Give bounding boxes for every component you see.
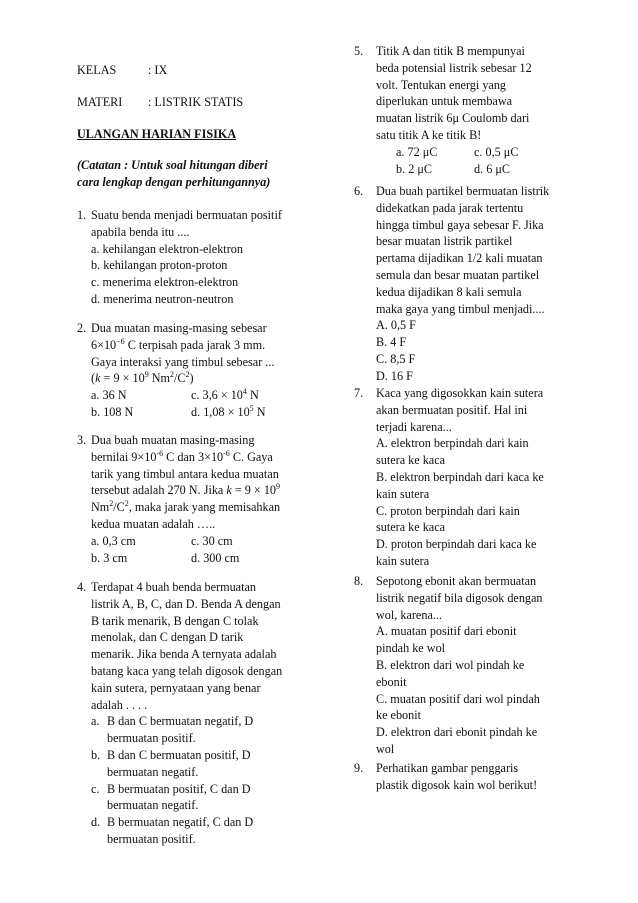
question-text: tersebut adalah 270 N. Jika $k = 9 \times 10^9$ — [91, 482, 281, 498]
option-c: sutera ke kaca — [376, 520, 446, 535]
option-a: A. elektron berpindah dari kain — [376, 436, 529, 451]
question-text: listrik negatif bila digosok dengan — [376, 590, 543, 605]
question-number: 9. — [354, 761, 364, 775]
option-c: c. 0,5 μC — [474, 144, 519, 159]
question-text: Gaya interaksi yang timbul sebesar ... — [91, 354, 275, 369]
question-text: muatan listrik 6μ Coulomb dari — [376, 111, 530, 126]
kelas-label: KELAS — [77, 63, 117, 77]
question-text: pertama dijadikan 1/2 kali muatan — [376, 251, 543, 266]
note-line-1: (Catatan : Untuk soal hitungan diberi — [77, 158, 268, 172]
question-text: Suatu benda menjadi bermuatan positif — [91, 208, 282, 222]
question-text: akan bermuatan positif. Hal ini — [376, 402, 528, 417]
question-text: wol, karena... — [376, 607, 442, 622]
question-text: batang kaca yang telah digosok dengan — [91, 663, 283, 678]
option-b: kain sutera — [376, 486, 430, 501]
option-b: B. elektron berpindah dari kaca ke — [376, 469, 544, 484]
note-line-2: cara lengkap dengan perhitungannya) — [77, 175, 271, 189]
question-text: $6\times 10^{-6}$ C terpisah pada jarak 3 mm. — [91, 336, 266, 352]
option-a: a. 36 N — [91, 388, 127, 403]
question-text: terjadi karena... — [376, 419, 452, 434]
question-text: B tarik menarik, B dengan C tolak — [91, 613, 259, 628]
question-text: menolak, dan C dengan D tarik — [91, 630, 244, 645]
question-text: beda potensial listrik sebesar 12 — [376, 60, 532, 75]
question-text: kedua muatan adalah ….. — [91, 516, 216, 531]
question-text: menarik. Jika benda A ternyata adalah — [91, 647, 277, 662]
question-text: satu titik A ke titik B! — [376, 127, 482, 142]
option-d: D. proton berpindah dari kaca ke — [376, 537, 537, 552]
question-text: Sepotong ebonit akan bermuatan — [376, 574, 537, 588]
option-a: pindah ke wol — [376, 641, 446, 656]
option-a: A. muatan positif dari ebonit — [376, 624, 517, 639]
question-number: 7. — [354, 386, 364, 400]
option-c: c. 30 cm — [191, 533, 233, 548]
question-text: tarik yang timbul antara kedua muatan — [91, 466, 279, 481]
option-a: A. 0,5 F — [376, 318, 416, 333]
option-c: ke ebonit — [376, 708, 422, 723]
option-d: D. elektron dari ebonit pindah ke — [376, 725, 538, 740]
question-text: adalah . . . . — [91, 697, 148, 712]
question-number: 8. — [354, 574, 364, 588]
option-b: b. B dan C bermuatan positif, D — [91, 747, 251, 762]
option-b: b. kehilangan proton-proton — [91, 258, 228, 273]
option-a: a. 72 μC — [396, 144, 438, 159]
question-text: Kaca yang digosokkan kain sutera — [376, 386, 544, 400]
option-d: d. 300 cm — [191, 550, 240, 565]
question-text: besar muatan listrik partikel — [376, 234, 513, 249]
option-d: d. menerima neutron-neutron — [91, 291, 234, 306]
question-number: 6. — [354, 184, 364, 198]
option-b: B. elektron dari wol pindah ke — [376, 657, 525, 672]
question-text: apabila benda itu .... — [91, 224, 190, 239]
question-text: $Nm^2/C^2$, maka jarak yang memisahkan — [91, 499, 281, 515]
question-text: didekatkan pada jarak tertentu — [376, 200, 524, 215]
question-text: Dua buah muatan masing-masing — [91, 433, 255, 447]
question-text: bernilai $9\times 10^{-6}$ C dan $3\times 10^{-6}$ C. Gaya — [91, 448, 273, 464]
page-title: ULANGAN HARIAN FISIKA — [77, 127, 237, 141]
question-text: Perhatikan gambar penggaris — [376, 761, 519, 775]
question-text: hingga timbul gaya sebesar F. Jika — [376, 217, 544, 232]
option-a: a. B dan C bermuatan negatif, D — [91, 714, 254, 729]
question-text: kain sutera, pernyataan yang benar — [91, 680, 261, 695]
option-a: a. kehilangan elektron-elektron — [91, 241, 243, 256]
option-b: ebonit — [376, 674, 407, 689]
option-b: b. 2 μC — [396, 161, 432, 176]
question-number: 3. — [77, 433, 87, 447]
option-d: wol — [376, 741, 395, 756]
option-a: a. 0,3 cm — [91, 533, 136, 548]
question-text: Terdapat 4 buah benda bermuatan — [91, 580, 256, 594]
question-text: kedua dijadikan 8 kali semula — [376, 284, 522, 299]
question-text: volt. Tentukan energi yang — [376, 77, 507, 92]
option-b: B. 4 F — [376, 335, 407, 350]
option-c: C. 8,5 F — [376, 351, 416, 366]
question-text: plastik digosok kain wol berikut! — [376, 777, 538, 792]
question-text: semula dan besar muatan partikel — [376, 267, 540, 282]
question-text: listrik A, B, C, dan D. Benda A dengan — [91, 596, 281, 611]
option-d: kain sutera — [376, 553, 430, 568]
option-a: sutera ke kaca — [376, 453, 446, 468]
question-text: Dua buah partikel bermuatan listrik — [376, 184, 550, 198]
option-c: c. B bermuatan positif, C dan D — [91, 781, 251, 796]
question-text: Dua muatan masing-masing sebesar — [91, 321, 267, 335]
materi-label: MATERI — [77, 95, 123, 109]
kelas-value: : IX — [148, 63, 168, 77]
option-d: d. 6 μC — [474, 161, 510, 176]
option-b: b. 3 cm — [91, 550, 128, 565]
option-d: d. $1,08 \times 10^5$ N — [191, 403, 266, 419]
question-number: 4. — [77, 580, 87, 594]
option-d: d. B bermuatan negatif, C dan D — [91, 815, 254, 830]
materi-value: : LISTRIK STATIS — [148, 95, 244, 109]
constant-note: ($k = 9 \times 10^9$ $Nm^2/C^2$) — [91, 370, 194, 386]
option-c: C. proton berpindah dari kain — [376, 503, 520, 518]
question-text: maka gaya yang timbul menjadi.... — [376, 301, 545, 316]
option-c: C. muatan positif dari wol pindah — [376, 691, 540, 706]
option-c: c. $3,6 \times 10^4$ N — [191, 387, 259, 403]
question-text: Titik A dan titik B mempunyai — [376, 44, 525, 58]
question-number: 1. — [77, 208, 87, 222]
option-d: D. 16 F — [376, 368, 413, 383]
question-text: diperlukan untuk membawa — [376, 94, 513, 109]
option-b: b. 108 N — [91, 404, 134, 419]
question-number: 2. — [77, 321, 87, 335]
option-c: c. menerima elektron-elektron — [91, 275, 239, 290]
question-number: 5. — [354, 44, 364, 58]
